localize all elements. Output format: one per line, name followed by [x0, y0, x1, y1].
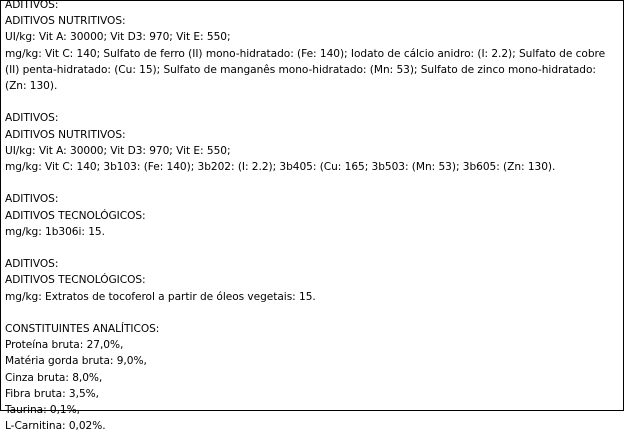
- mg-per-kg-line: mg/kg: Extratos de tocoferol a partir de óleos vegetais: 15.: [5, 290, 316, 303]
- block-gap: [5, 175, 619, 191]
- mg-per-kg-line: mg/kg: Vit C: 140; Sulfato de ferro (II) mono-hidratado: (Fe: 140); Iodato de cálcio anidro: (I: 2.2); Sulfato de cobre (II) penta-hidratado: (Cu: 15); Sulfato de manganês mono-hidratado: (Mn: 53); Sulfato de zinco mono-hidratado: (Zn: 130).: [5, 47, 606, 93]
- analytical-constituents-block: [5, 321, 619, 434]
- taurine-line: Taurina: 0,1%,: [5, 404, 80, 417]
- block-gap: [5, 240, 619, 256]
- technological-additives-heading: ADITIVOS TECNOLÓGICOS:: [5, 209, 146, 222]
- analytical-constituents-heading: CONSTITUINTES ANALÍTICOS:: [5, 323, 160, 335]
- additives-nutritional-block-1: [5, 0, 619, 94]
- mg-per-kg-line: mg/kg: Vit C: 140; 3b103: (Fe: 140); 3b202: (I: 2.2); 3b405: (Cu: 165; 3b503: (Mn: 53); 3b605: (Zn: 130).: [5, 161, 556, 174]
- additives-heading: ADITIVOS:: [5, 193, 59, 206]
- nutritional-additives-heading: ADITIVOS NUTRITIVOS:: [5, 128, 126, 141]
- ui-per-kg-line: UI/kg: Vit A: 30000; Vit D3: 970; Vit E: 550;: [5, 31, 231, 44]
- additives-heading: ADITIVOS:: [5, 112, 59, 125]
- nutritional-additives-heading: ADITIVOS NUTRITIVOS:: [5, 15, 126, 28]
- document-text: [5, 0, 619, 434]
- ui-per-kg-line: UI/kg: Vit A: 30000; Vit D3: 970; Vit E: 550;: [5, 144, 231, 157]
- mg-per-kg-line: mg/kg: 1b306i: 15.: [5, 225, 105, 238]
- additives-technological-block-2: [5, 256, 619, 305]
- additives-heading: ADITIVOS:: [5, 0, 59, 11]
- crude-fat-line: Matéria gorda bruta: 9,0%,: [5, 355, 147, 368]
- block-gap: [5, 94, 619, 110]
- crude-fibre-line: Fibra bruta: 3,5%,: [5, 387, 99, 400]
- l-carnitine-line: L-Carnitina: 0,02%.: [5, 420, 106, 433]
- additives-nutritional-block-2: [5, 110, 619, 175]
- additives-heading: ADITIVOS:: [5, 258, 59, 271]
- crude-protein-line: Proteína bruta: 27,0%,: [5, 339, 124, 352]
- technological-additives-heading: ADITIVOS TECNOLÓGICOS:: [5, 274, 146, 287]
- crude-ash-line: Cinza bruta: 8,0%,: [5, 371, 103, 384]
- additives-technological-block-1: [5, 191, 619, 240]
- block-gap: [5, 305, 619, 321]
